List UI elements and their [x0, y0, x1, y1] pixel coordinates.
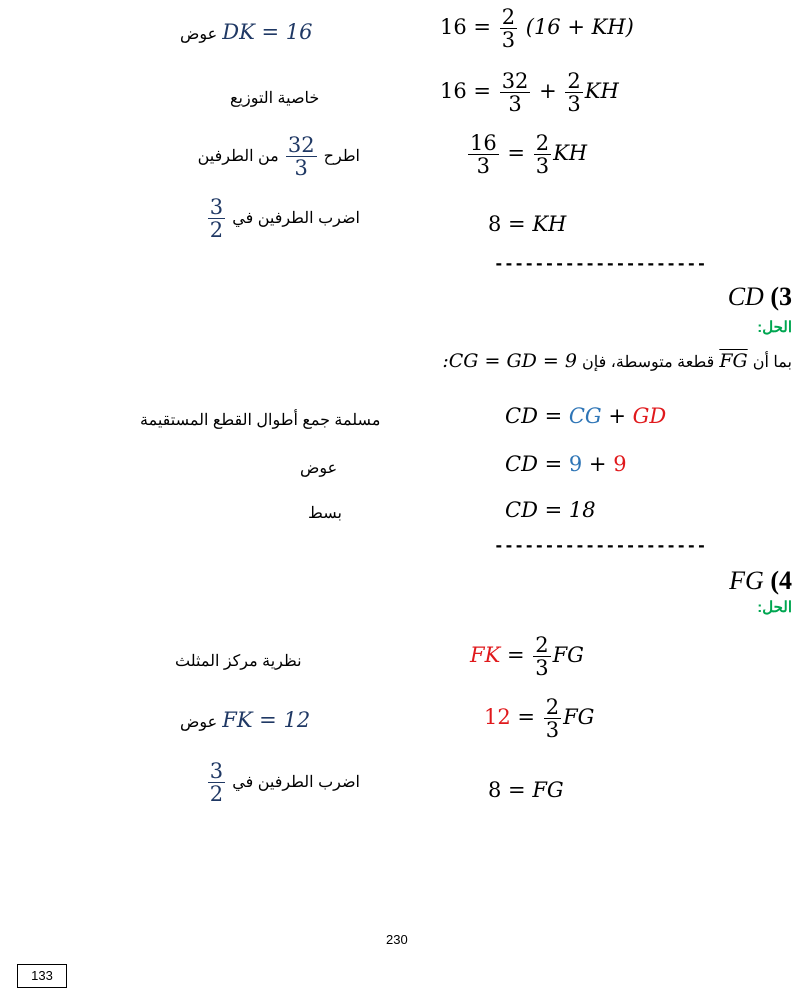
part3-step3-reason: بسط — [308, 505, 342, 522]
page-number-center: 230 — [386, 932, 408, 947]
separator-line: --------------------- — [494, 254, 707, 273]
part4-step2-equation: 12 = $\frac{2}{3}$ FG — [484, 695, 595, 743]
p2-step2-reason: خاصية التوزيع — [230, 90, 320, 107]
part4-heading: FG (4 — [729, 566, 792, 595]
part3-step2-reason: عوض — [300, 460, 338, 477]
part4-step1-reason: نظرية مركز المثلث — [175, 653, 302, 670]
part3-step1-reason: مسلمة جمع أطوال القطع المستقيمة — [140, 412, 381, 429]
p2-step4-reason: اضرب الطرفين في $\frac{3}{2}$ — [209, 195, 360, 243]
part4-step2-reason: عوض FK = 12 — [180, 708, 311, 732]
part4-step3-equation: 8 = FG — [488, 778, 564, 802]
p2-step1-reason: عوض DK = 16 — [180, 20, 313, 44]
part3-step2-equation: CD = 9 + 9 — [505, 452, 627, 476]
p2-step2-equation: 16 = $\frac{32}{3}$ + $\frac{2}{3}$ KH — [440, 69, 619, 117]
part4-step1-equation: FK = $\frac{2}{3}$ FG — [470, 633, 584, 681]
part3-step3-equation: CD = 18 — [505, 498, 596, 522]
part3-intro: بما أن FG قطعة متوسطة، فإن :CG = GD = 9 — [442, 350, 792, 372]
page-number-box: 133 — [17, 964, 67, 988]
fraction: $\frac{2}{3}$ — [501, 5, 516, 53]
part3-solution-label: الحل: — [757, 319, 792, 336]
part4-step3-reason: اضرب الطرفين في $\frac{3}{2}$ — [209, 759, 360, 807]
p2-step3-equation: $\frac{16}{3}$ = $\frac{2}{3}$ KH — [470, 131, 588, 179]
p2-step1-equation: 16 = $\frac{2}{3}$ (16 + KH) — [440, 5, 634, 53]
separator-line: --------------------- — [494, 536, 707, 555]
p2-step3-reason: اطرح $\frac{32}{3}$ من الطرفين — [197, 133, 360, 181]
part3-heading: CD (3 — [727, 282, 792, 311]
segment-fg: FG — [719, 350, 748, 372]
part4-solution-label: الحل: — [757, 599, 792, 616]
part3-step1-equation: CD = CG + GD — [505, 404, 667, 428]
p2-step4-equation: 8 = KH — [488, 212, 567, 236]
